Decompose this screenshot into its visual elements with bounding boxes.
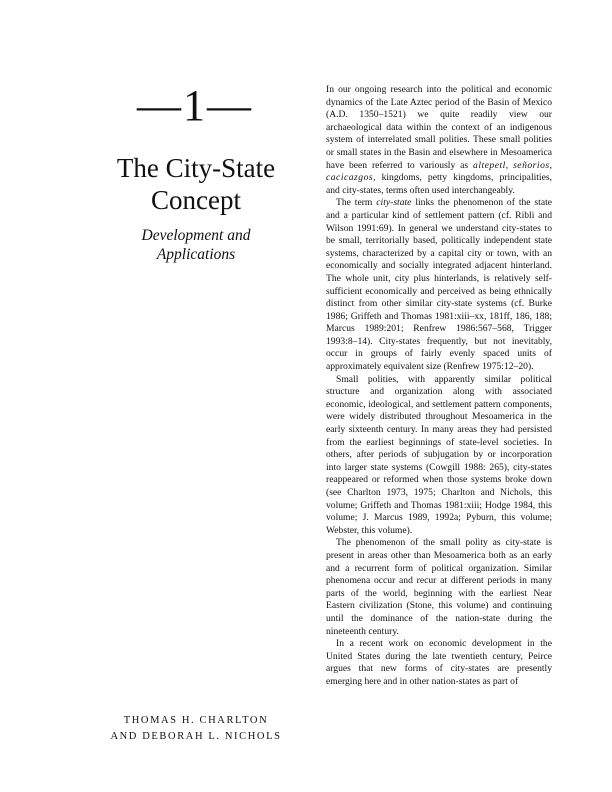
chapter-number: —1— [137,81,253,130]
paragraph-2 [326,197,552,373]
term-altepetl: altepetl [473,159,506,171]
paragraph-5: In a recent work on economic development in the United States during the late twentieth century, Peirce argues that new forms of city-states are presently emerging here and in other nation-states as part of [326,638,552,687]
chapter-authors [80,713,312,745]
paragraph-3: Small polities, with apparently similar political structure and organization along with associated economic, ideological, and settlement pattern components, were widely distributed throughout Mesoamerica in the early sixteenth century. In many areas they had persisted from the earliest beginnings of state-level societies. In others, after periods of subjugation by or incorporation into larger state systems (Cowgill 1988: 265), city-states reappeared or reformed when those systems broke down (see Charlton 1973, 1975; Charlton and Nichols, this volume; Griffeth and Thomas 1981:xiii; Hodge 1984, this volume; J. Marcus 1989, 1992a; Pyburn, this volume; Webster, this volume). [326,373,552,536]
author-line-2: AND DEBORAH L. NICHOLS [110,731,282,742]
paragraph-1-sep-1: , [505,159,514,171]
chapter-title-line-2: Concept [151,185,241,215]
body-text [326,84,552,689]
paragraph-2-start: The term [336,197,377,209]
paragraph-1-end: , kingdoms, petty kingdoms, principalities, and city-states, terms often used interchangeably. [326,172,552,196]
term-cacicazgos: cacicazgos [326,172,374,184]
paragraph-1 [326,84,552,197]
chapter-subtitle-line-2: Applications [156,246,236,263]
term-city-state: city-state [376,197,412,209]
paragraph-1-text: In our ongoing research into the political and economic dynamics of the Late Aztec period of the Basin of Mexico (A.D. 1350–1521) we quite readily view our archaeological data within the context of an indigenous system of interrelated small polities. These small polities or small states in the Basin and elsewhere in Mesoamerica have been referred to variously as [326,84,552,171]
paragraph-4: The phenomenon of the small polity as city-state is present in areas other than Mesoamerica both as an early and a recurrent form of political organization. Similar phenomena occur and recur at different periods in many parts of the world, beginning with the earliest Near Eastern civilization (Stone, this volume) and continuing until the dominance of the nation-state during the nineteenth century. [326,537,552,637]
author-line-1: THOMAS H. CHARLTON [123,715,269,726]
term-senorios: señorios [513,159,550,171]
chapter-title [80,152,312,216]
chapter-title-line-1: The City-State [116,153,276,183]
paragraph-2-rest: links the phenomenon of the state and a particular kind of settlement pattern (cf. Ribli and Wilson 1991:69). In general we understand city-states to be small, territorially based, politically independent state systems, characterized by a capital city or town, with an economically and socially integrated adjacent hinterland. The whole unit, city plus hinterlands, is relatively self-sufficient economically and perceived as being ethnically distinct from other similar city-state systems (cf. Burke 1986; Griffeth and Thomas 1981:xiii–xx, 181ff, 186, 188; Marcus 1989:201; Renfrew 1986:567–568, Trigger 1993:8–14). City-states frequently, but not inevitably, occur in groups of fairly evenly spaced units of approximately equivalent size (Renfrew 1975:12–20). [326,197,553,373]
chapter-subtitle-line-1: Development and [141,227,251,244]
paragraph-1-sep-2: , [549,159,552,171]
chapter-subtitle [80,226,312,264]
